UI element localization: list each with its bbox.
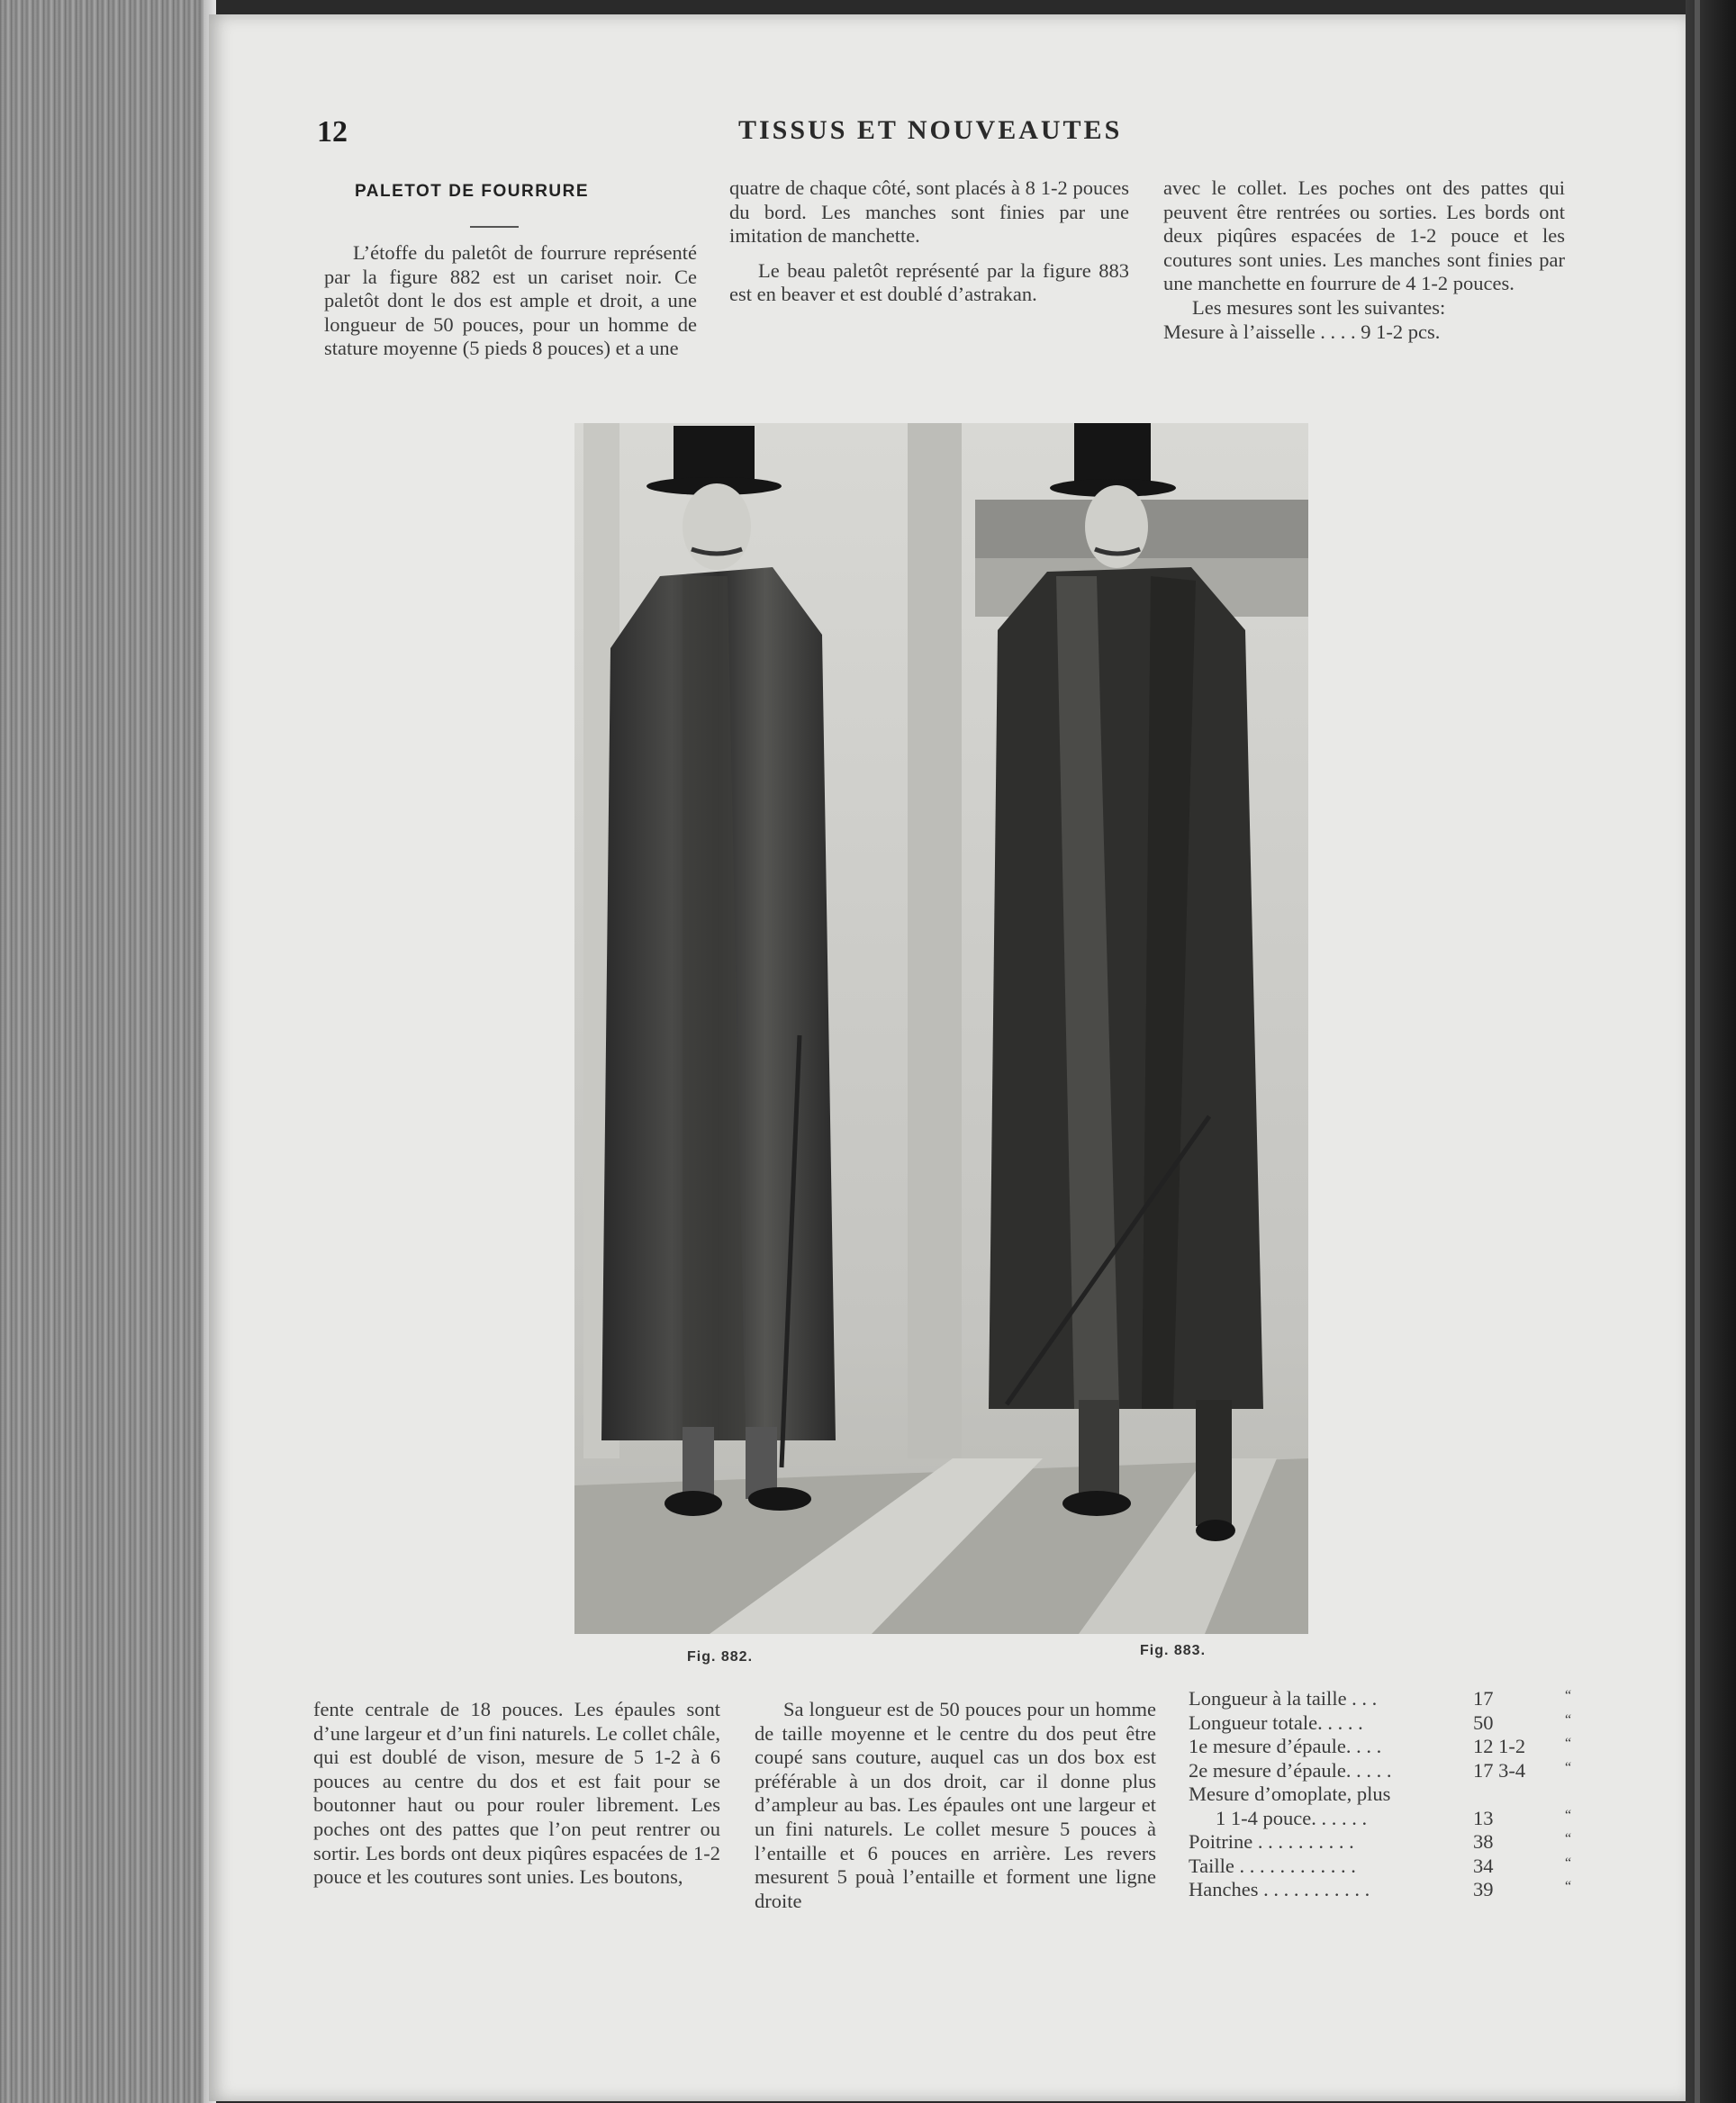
measurement-unit: “ (1565, 1879, 1572, 1894)
column-3-top (1163, 176, 1565, 344)
measurement-unit: “ (1565, 1688, 1572, 1703)
page-number: 12 (317, 115, 348, 149)
paragraph: Mesure à l’aisselle . . . . 9 1-2 pcs. (1163, 320, 1441, 343)
measurement-label: Longueur à la taille . . . (1189, 1687, 1378, 1710)
measurement-unit: “ (1565, 1711, 1572, 1728)
measurement-label: Longueur totale. . . . . (1189, 1710, 1363, 1734)
page-stack-edge (0, 0, 216, 2103)
paragraph: quatre de chaque côté, sont placés à 8 1-2 pouces du bord. Les manches sont finies par une imitation de manchette. (729, 176, 1129, 248)
measurement-row (1189, 1735, 1576, 1759)
column-2-top (729, 176, 1129, 307)
measurement-label: 1e mesure d’épaule. . . . (1189, 1735, 1382, 1757)
measurement-value: 17 3-4 (1473, 1758, 1526, 1782)
measurement-value: 39 (1473, 1878, 1494, 1900)
measurement-value: 34 (1473, 1854, 1494, 1877)
measurement-value: 38 (1473, 1830, 1494, 1853)
measurement-row (1189, 1878, 1576, 1902)
measurement-row (1189, 1830, 1576, 1855)
paragraph: Le beau paletôt représenté par la figure 883 est en beaver et est doublé d’astrakan. (729, 258, 1129, 306)
measurement-unit: “ (1565, 1831, 1572, 1846)
measurement-label: Mesure d’omoplate, plus (1189, 1783, 1391, 1805)
paragraph: L’étoffe du paletôt de fourrure représenté par la figure 882 est un cariset noir. Ce paletôt dont le dos est ample et droit, a une longueur de 50 pouces, pour un homme de stature moyenne (5 pieds 8 pouces) et a une (324, 241, 697, 360)
title-rule (470, 226, 519, 228)
figure-caption-882: Fig. 882. (687, 1649, 754, 1665)
measurement-value: 50 (1473, 1710, 1494, 1734)
measurement-value: 17 (1473, 1687, 1494, 1710)
measurement-unit: “ (1565, 1855, 1572, 1871)
page-header (317, 115, 1560, 160)
measurement-label: Poitrine . . . . . . . . . . (1189, 1830, 1354, 1853)
measurement-label: Taille . . . . . . . . . . . . (1189, 1854, 1356, 1877)
measurement-row (1189, 1807, 1576, 1831)
measurement-row (1189, 1687, 1576, 1711)
measurement-row (1189, 1855, 1576, 1879)
measurement-row (1189, 1759, 1576, 1783)
measurement-value: 12 1-2 (1473, 1735, 1526, 1757)
measurement-label: Hanches . . . . . . . . . . . (1189, 1878, 1370, 1900)
section-title: PALETOT DE FOURRURE (355, 182, 590, 201)
measurement-unit: “ (1565, 1759, 1572, 1775)
measurement-unit: “ (1565, 1736, 1572, 1751)
column-1-bottom (313, 1698, 720, 1890)
measurement-row (1189, 1783, 1576, 1807)
measurement-unit: “ (1565, 1807, 1572, 1823)
column-2-bottom (755, 1698, 1156, 1913)
figure-caption-883: Fig. 883. (1140, 1643, 1207, 1658)
measurements-table (1189, 1687, 1576, 1902)
measurement-value: 13 (1473, 1806, 1494, 1829)
fashion-illustration (574, 423, 1308, 1634)
paragraph: avec le collet. Les poches ont des pattes qui peuvent être rentrées ou sorties. Les bords ont deux piqûres espacées de 1-2 pouce et les coutures sont unies. Les manches sont finies par une manchette en fourrure de 4 1-2 pouces. (1163, 176, 1565, 295)
paragraph: Sa longueur est de 50 pouces pour un homme de taille moyenne et le centre du dos peut être coupé sans couture, auquel cas un dos box est préférable à un dos droit, car il donne plus d’ampleur au bas. Les épaules ont une largeur et un fini naturels. Le collet mesure 5 pouces à l’entaille et 6 pouces en arrière. Les revers mesurent 5 pouà l’entaille et forment une ligne droite (755, 1698, 1156, 1912)
measurement-label: 2e mesure d’épaule. . . . . (1189, 1758, 1392, 1782)
running-title: TISSUS ET NOUVEAUTES (738, 115, 1123, 145)
illustration-svg (574, 423, 1308, 1634)
paragraph: fente centrale de 18 pouces. Les épaules sont d’une largeur et d’un fini naturels. Le collet châle, qui est doublé de vison, mesure de 5 1-2 à 6 pouces au centre du dos et est fait pour se boutonner haut ou pour rouler librement. Les poches ont des pattes que l’on peut rentrer ou sortir. Les bords ont deux piqûres espacées de 1-2 pouce et les coutures sont unies. Les boutons, (313, 1698, 720, 1889)
measurement-row (1189, 1711, 1576, 1736)
column-1-top (324, 241, 697, 361)
paragraph: Les mesures sont les suivantes: (1192, 295, 1446, 319)
book-binding-edge (1686, 0, 1736, 2103)
measurement-label: 1 1-4 pouce. . . . . . (1216, 1806, 1368, 1829)
